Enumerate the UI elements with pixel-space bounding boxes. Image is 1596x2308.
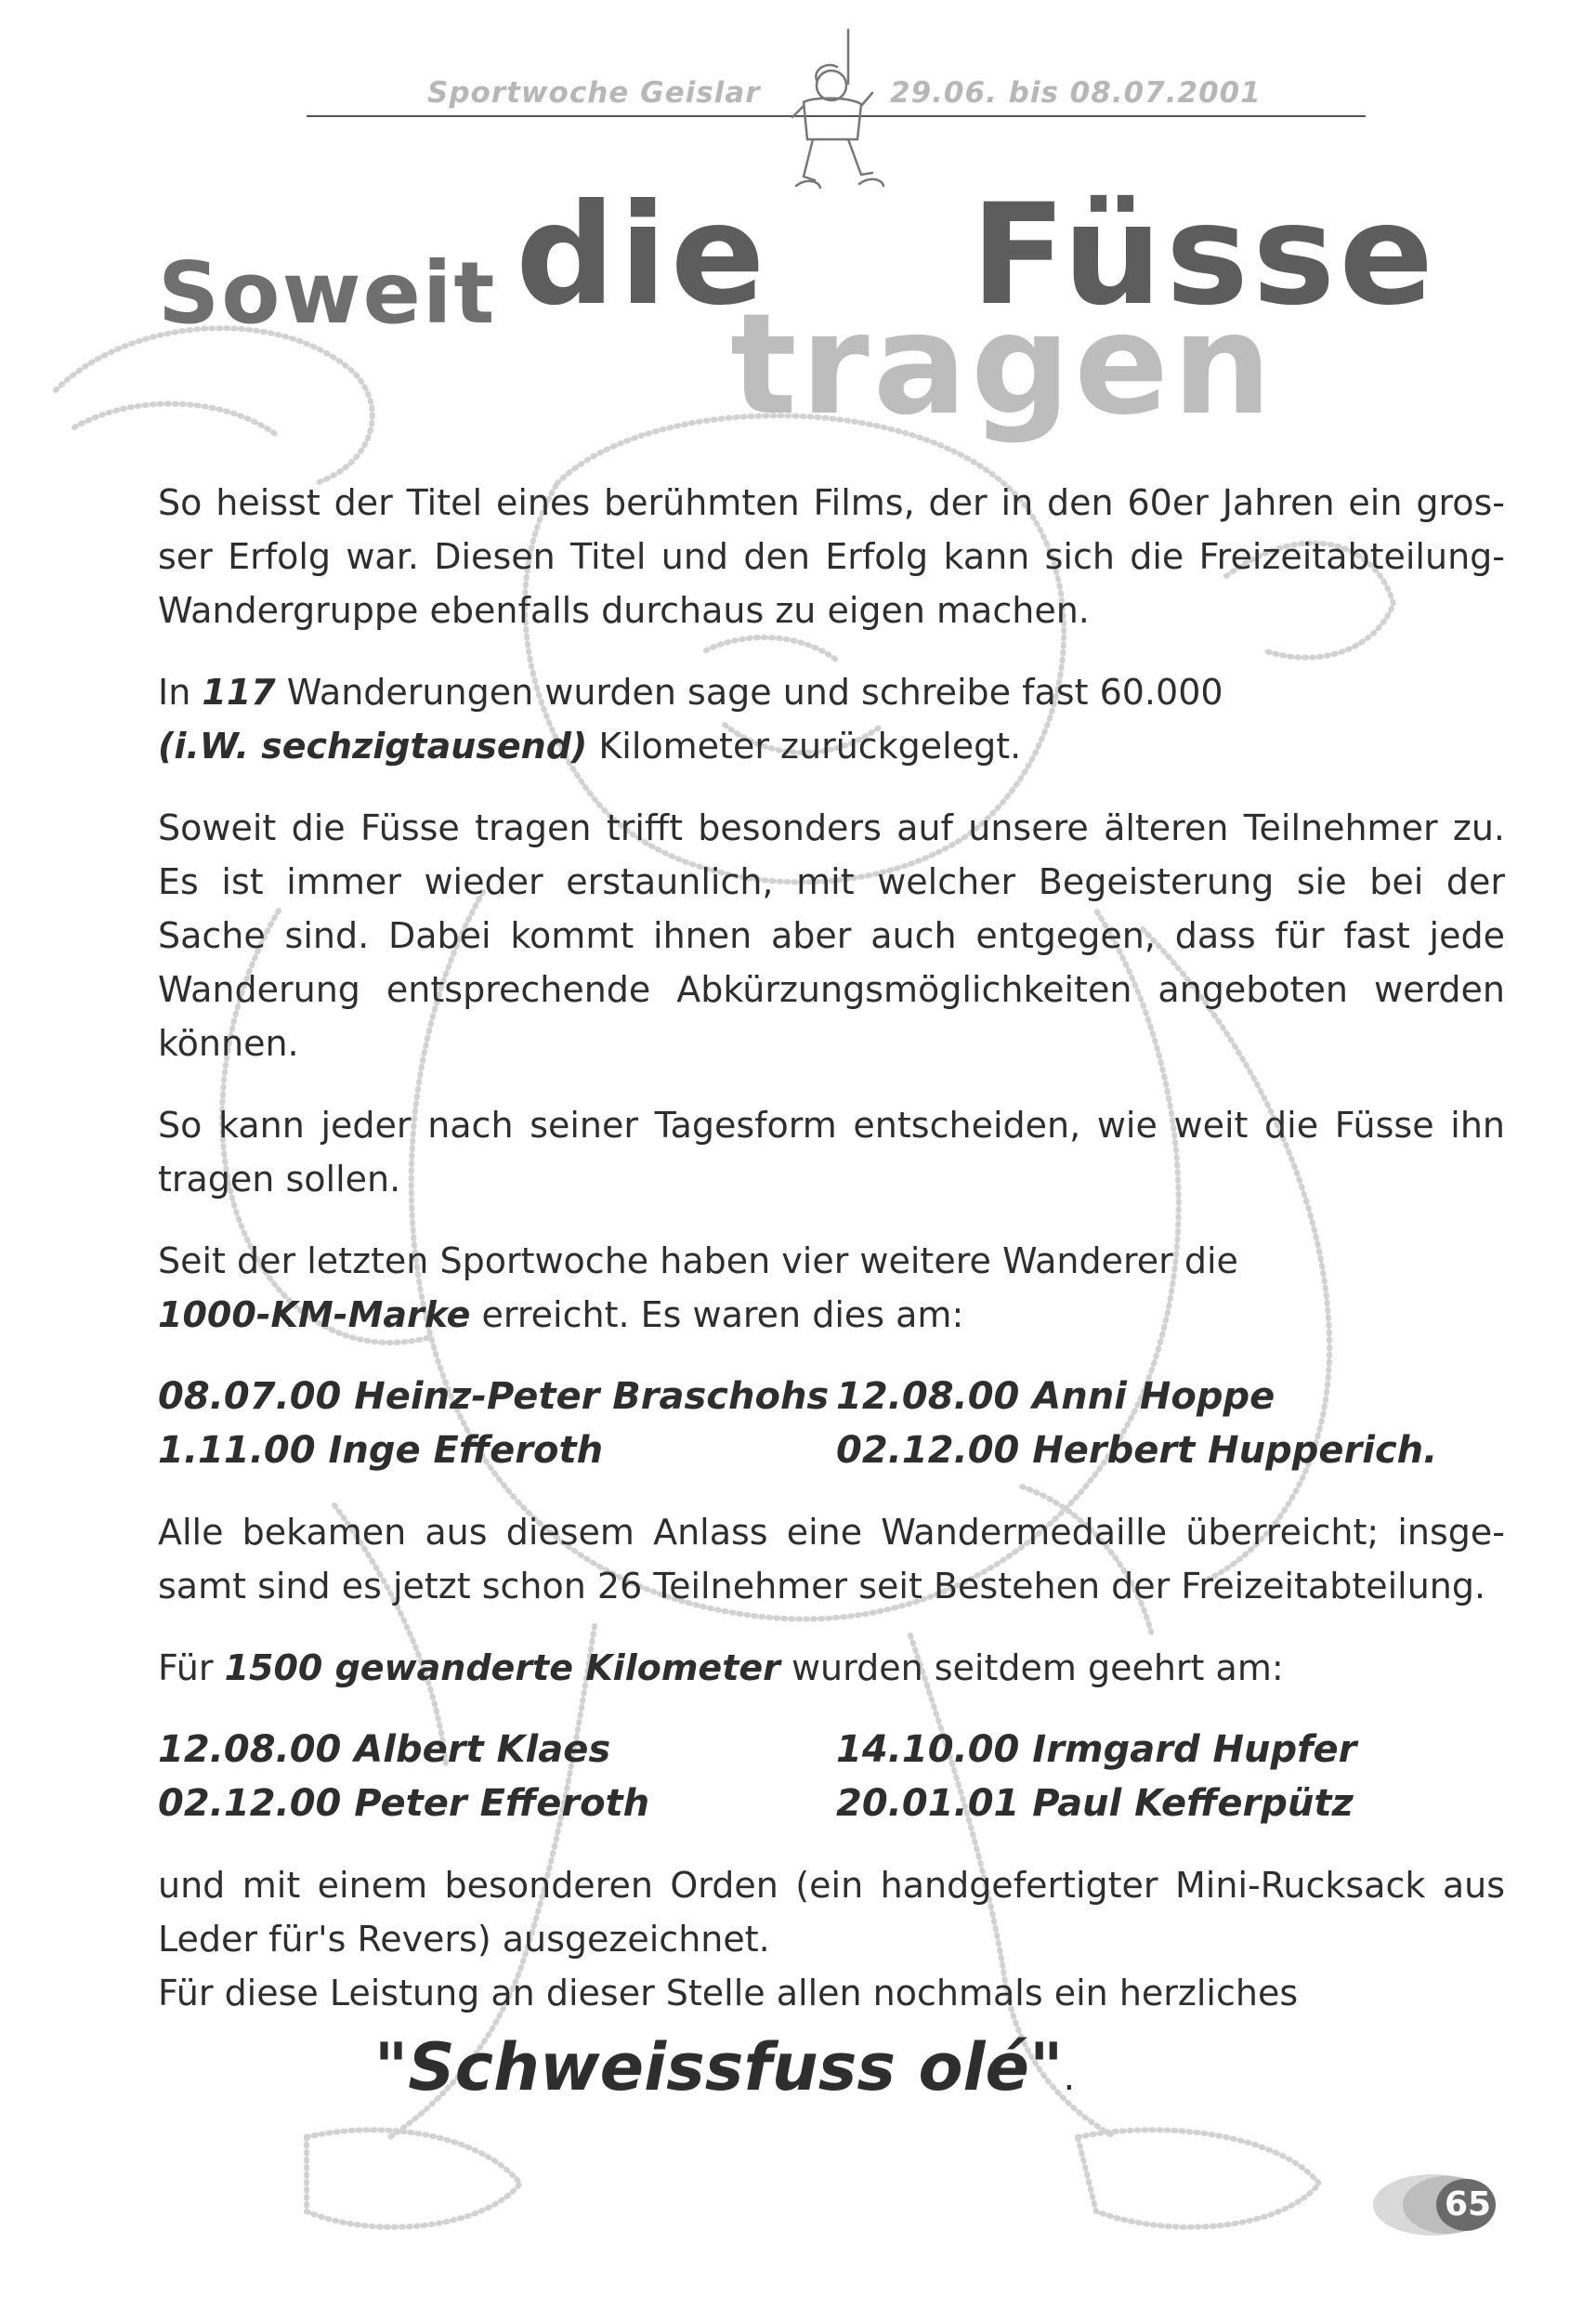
distance-in-words: (i.W. sechzigtausend) [158,726,588,767]
slogan-text: "Schweissfuss olé" [373,2029,1064,2105]
text: Für [158,1647,225,1688]
paragraph-1000km [158,1234,1505,1342]
title-word-tragen: tragen [730,284,1275,446]
hike-count: 117 [202,672,276,713]
article-body [158,476,1505,2119]
milestone-1000km: 1000-KM-Marke [158,1294,471,1335]
paragraph-thanks: Für diese Leistung an dieser Stelle allen nochmals ein herzliches [158,1973,1299,2013]
list-item: 02.12.00 Peter Efferoth [158,1782,650,1825]
list-item: 1.11.00 Inge Efferoth [158,1429,604,1472]
title-word-fuesse: Füsse [971,175,1438,336]
header-event-name: Sportwoche Geislar [427,76,761,110]
text: Seit der letzten Sportwoche haben vier weitere Wanderer die [158,1240,1238,1281]
text: In [158,672,203,713]
title-word-die: die [516,175,769,336]
list-item: 02.12.00 Herbert Hupperich. [836,1429,1438,1472]
text: wurden seitdem geehrt am: [779,1647,1284,1688]
slogan-period: . [1063,2056,1076,2099]
paragraph-hikes [158,665,1505,773]
names-list-1000km [158,1370,1505,1477]
text: Kilometer zurückgelegt. [587,726,1022,767]
list-item: 12.08.00 Albert Klaes [158,1728,611,1771]
paragraph-medal: Alle bekamen aus diesem Anlass eine Wandermedaille überreicht; insge-samt sind es jetzt schon 26 Teilnehmer seit Bestehen der Freizeitabteilung. [158,1512,1505,1606]
milestone-1500km: 1500 gewanderte Kilometer [224,1647,780,1688]
list-item: 14.10.00 Irmgard Hupfer [836,1728,1357,1771]
paragraph-1500km [158,1641,1505,1695]
list-item: 08.07.00 Heinz-Peter Braschohs [158,1375,830,1418]
page-number: 65 [1444,2185,1492,2223]
text: erreicht. Es waren dies am: [470,1294,964,1335]
list-item: 12.08.00 Anni Hoppe [836,1375,1275,1418]
paragraph-order: und mit einem besonderen Orden (ein handgefertigter Mini-Rucksack aus Leder für's Revers) ausgezeichnet. [158,1865,1505,1960]
list-item: 20.01.01 Paul Kefferpütz [836,1782,1354,1825]
closing-slogan [158,2026,1505,2119]
paragraph-intro: So heisst der Titel eines berühmten Films, der in den 60er Jahren ein gros-ser Erfolg war. Diesen Titel und den Erfolg kann sich die Freizeitabteilung-Wandergruppe ebenfalls durchaus zu eigen machen. [158,482,1505,631]
header-event-dates: 29.06. bis 08.07.2001 [890,76,1262,110]
names-list-1500km [158,1723,1505,1830]
hiker-mascot-icon [776,28,887,204]
paragraph-day-form: So kann jeder nach seiner Tagesform entscheiden, wie weit die Füsse ihn tragen sollen. [158,1105,1505,1200]
title-word-soweit: Soweit [158,243,497,343]
paragraph-older-participants: Soweit die Füsse tragen trifft besonders auf unsere älteren Teilnehmer zu. Es ist immer wieder erstaunlich, mit welcher Begeisterung sie bei der Sache sind. Dabei kommt ihnen aber auch entgegen, dass für fast jede Wanderung entsprechende Abkürzungsmöglichkeiten angeboten werden können. [158,807,1505,1064]
text: Wanderungen wurden sage und schreibe fast 60.000 [275,672,1223,713]
